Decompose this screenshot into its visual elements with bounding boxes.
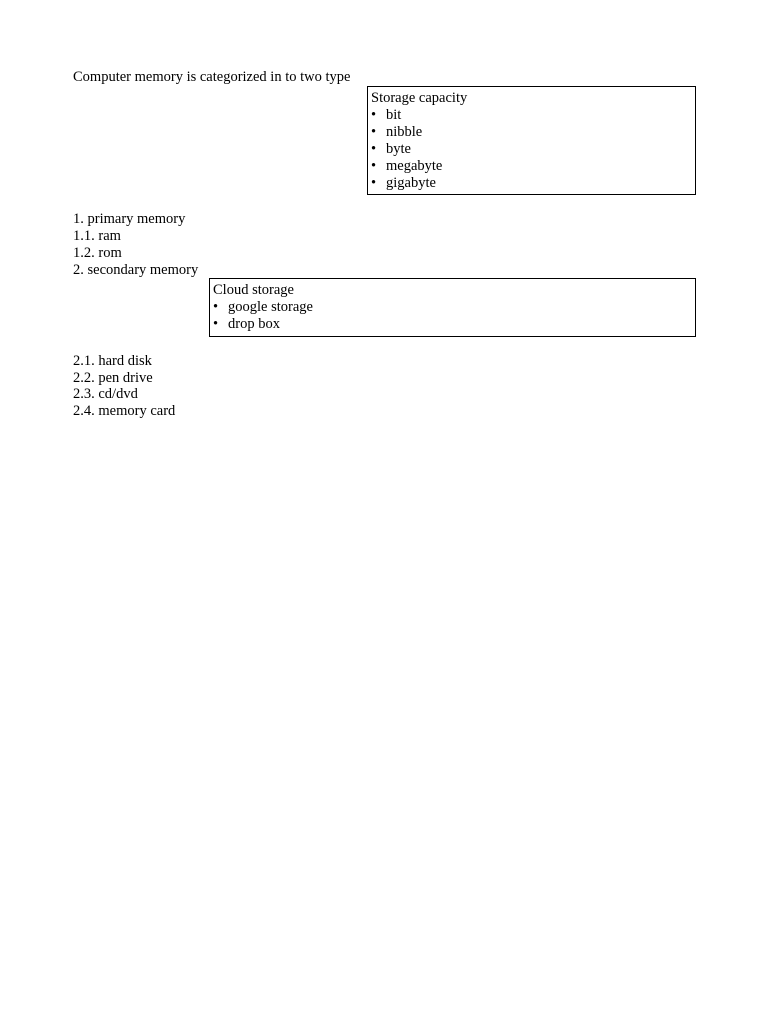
list-item-label: drop box	[228, 316, 280, 332]
storage-capacity-title: Storage capacity	[371, 90, 468, 106]
list-item-label: gigabyte	[386, 175, 436, 191]
list-item-label: byte	[386, 141, 411, 157]
cloud-storage-box	[209, 278, 696, 337]
list-item	[213, 299, 692, 316]
intro-text: Computer memory is categorized in to two type	[73, 69, 351, 85]
outline-memory-card: 2.4. memory card	[73, 403, 176, 419]
list-item-label: megabyte	[386, 158, 443, 174]
outline-rom: 1.2. rom	[73, 245, 122, 261]
bullet-icon: •	[371, 124, 377, 140]
bullet-icon: •	[371, 107, 377, 123]
outline-ram: 1.1. ram	[73, 228, 121, 244]
list-item	[371, 141, 692, 158]
list-item	[213, 316, 692, 333]
bullet-icon: •	[371, 175, 377, 191]
outline-pen-drive: 2.2. pen drive	[73, 370, 153, 386]
list-item	[371, 175, 692, 192]
bullet-icon: •	[371, 158, 377, 174]
list-item-label: google storage	[228, 299, 313, 315]
outline-primary-memory: 1. primary memory	[73, 211, 186, 227]
bullet-icon: •	[371, 141, 377, 157]
outline-secondary-memory: 2. secondary memory	[73, 262, 199, 278]
outline-hard-disk: 2.1. hard disk	[73, 353, 152, 369]
cloud-storage-title: Cloud storage	[213, 282, 294, 298]
bullet-icon: •	[213, 299, 219, 315]
list-item	[371, 158, 692, 175]
list-item	[371, 124, 692, 141]
list-item	[371, 107, 692, 124]
storage-capacity-box	[367, 86, 696, 195]
outline-cd-dvd: 2.3. cd/dvd	[73, 386, 138, 402]
list-item-label: bit	[386, 107, 402, 123]
list-item-label: nibble	[386, 124, 423, 140]
bullet-icon: •	[213, 316, 219, 332]
